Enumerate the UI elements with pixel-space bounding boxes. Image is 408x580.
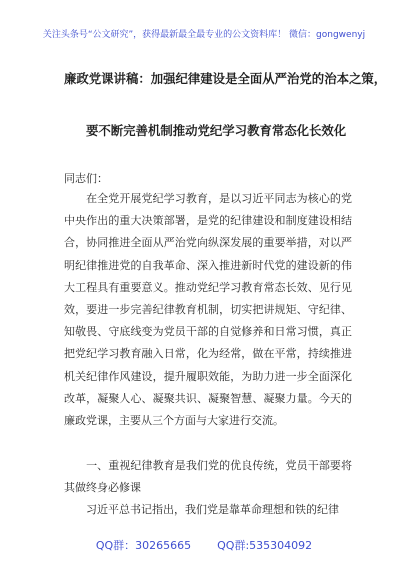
header-note: 关注头条号“公文研究”，获得最新最全最专业的公文资料库！ 微信：gongwenyj bbox=[42, 30, 366, 40]
salutation: 同志们： bbox=[64, 172, 108, 185]
document-title-line-2: 要不断完善机制推动党纪学习教育常态化长效化 bbox=[86, 123, 347, 138]
footer-contact bbox=[0, 537, 408, 553]
body-paragraph-1-text: 在全党开展党纪学习教育，是以习近平同志为核心的党中央作出的重大决策部署，是党的纪律建设和制度建设相结合，协同推进全面从严治党向纵深发展的重要举措，对以严明纪律推进党的自我革命、深入推进新时代党的建设新的伟大工程具有重要意义。推动党纪学习教育常态长效、见行见效，要进一步完善纪律教育机制，切实把讲规矩、守纪律、知敬畏、守底线变为党员干部的自觉修养和日常习惯，真正把党纪学习教育融入日常，化为经常，做在平常，持续推进机关纪律作风建设，提升履职效能，为助力进一步全面深化改革，凝聚人心、凝聚共识、凝聚智慧、凝聚力量。今天的廉政党课，主要从三个方面与大家进行交流。 bbox=[64, 192, 352, 428]
body-paragraph-2 bbox=[64, 499, 352, 521]
section-heading-1-text: 一、重视纪律教育是我们党的优良传统，党员干部要将其做终身必修课 bbox=[64, 459, 352, 495]
footer-qq-group-2: QQ群:535304092 bbox=[217, 539, 313, 552]
section-heading-1 bbox=[64, 455, 352, 499]
document-title-line-1: 廉政党课讲稿：加强纪律建设是全面从严治党的治本之策， bbox=[64, 71, 387, 86]
body-paragraph-2-text: 习近平总书记指出，我们党是靠革命理想和铁的纪律 bbox=[86, 503, 339, 516]
body-paragraph-1 bbox=[64, 188, 352, 432]
footer-qq-group-1: QQ群：30265665 bbox=[95, 539, 192, 552]
